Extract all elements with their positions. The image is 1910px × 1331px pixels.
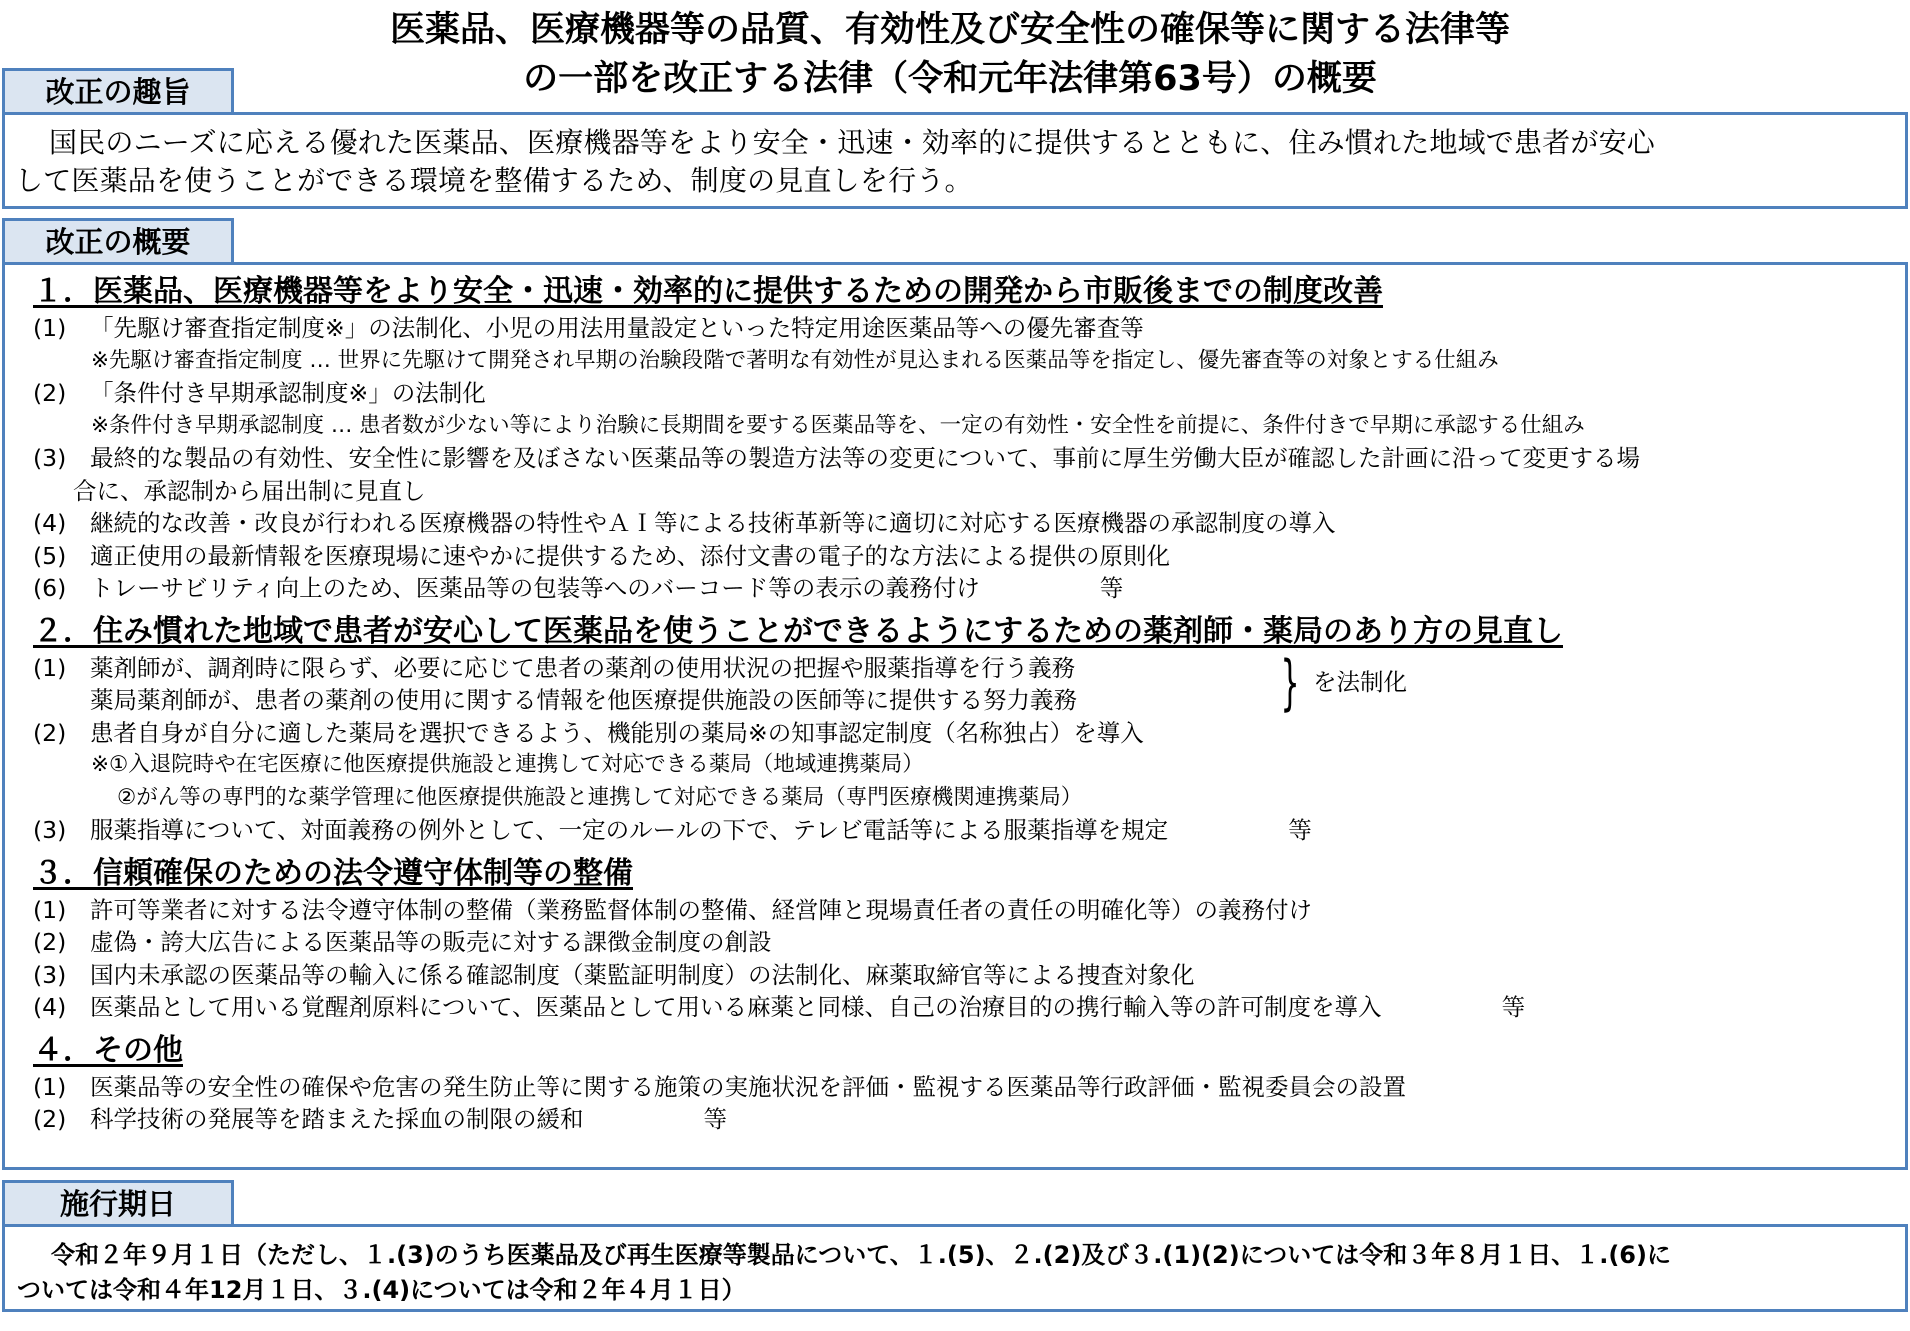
list-item [33, 507, 1905, 540]
list-item [33, 959, 1905, 992]
item-etc: 等 [1288, 816, 1312, 844]
list-item [33, 926, 1905, 959]
item-text: 継続的な改善・改良が行われる医療機器の特性やＡＩ等による技術革新等に適切に対応する医療機器の承認制度の導入 [90, 509, 1336, 537]
list-item [33, 991, 1905, 1024]
summary-box [2, 262, 1908, 1170]
item-text: トレーサビリティ向上のため、医薬品等の包装等へのバーコード等の表示の義務付け [90, 574, 980, 602]
item-number: (3) [33, 816, 67, 844]
purpose-tab-label: 改正の趣旨 [2, 68, 234, 114]
item-note: ※①入退院時や在宅医療に他医療提供施設と連携して対応できる薬局（地域連携薬局） [91, 752, 924, 777]
purpose-line-2: して医薬品を使うことができる環境を整備するため、制度の見直しを行う。 [15, 164, 973, 197]
title-line-1: 医薬品、医療機器等の品質、有効性及び安全性の確保等に関する法律等 [389, 10, 1510, 50]
item-number: (4) [33, 509, 67, 537]
item-etc: 等 [1501, 993, 1526, 1021]
item-number: (1) [33, 1072, 67, 1101]
list-item [33, 814, 1905, 847]
item-text: 最終的な製品の有効性、安全性に影響を及ぼさない医薬品等の製造方法等の変更について、事前に厚生労働大臣が確認した計画に沿って変更する場 [90, 444, 1641, 472]
list-item [33, 1071, 1905, 1104]
item-number: (1) [33, 314, 67, 342]
title-line-2: の一部を改正する法律（令和元年法律第63号）の概要 [523, 59, 1377, 99]
bracket-group [33, 647, 1905, 718]
item-number: (4) [33, 993, 67, 1021]
item-number: (2) [33, 928, 67, 956]
item-etc: 等 [1099, 574, 1124, 602]
section-1-heading: １．医薬品、医療機器等をより安全・迅速・効率的に提供するための開発から市販後までの制度改善 [33, 274, 1383, 309]
item-number: (2) [33, 379, 67, 407]
item-number: (5) [33, 541, 67, 570]
list-item [33, 312, 1905, 345]
list-item [33, 572, 1905, 605]
item-continuation: 薬局薬剤師が、患者の薬剤の使用に関する情報を他医療提供施設の医師等に提供する努力義務 [90, 686, 1077, 714]
enforcement-line-1: 令和２年９月１日（ただし、１.(3)のうち医薬品及び再生医療等製品について、１.(5)、２.(2)及び３.(1)(2)については令和３年８月１日、１.(6)に [51, 1241, 1671, 1269]
list-item [33, 540, 1905, 573]
item-text: 科学技術の発展等を踏まえた採血の制限の緩和 [90, 1105, 584, 1133]
item-note: ※条件付き早期承認制度 … 患者数が少ない等により治験に長期間を要する医薬品等を、一定の有効性・安全性を前提に、条件付きで早期に承認する仕組み [91, 412, 1585, 438]
summary-tab-label: 改正の概要 [2, 218, 234, 264]
purpose-box [2, 112, 1908, 209]
item-note: ②がん等の専門的な薬学管理に他医療提供施設と連携して対応できる薬局（専門医療機関連携薬局） [117, 784, 1083, 810]
item-text: 患者自身が自分に適した薬局を選択できるよう、機能別の薬局※の知事認定制度（名称独占）を導入 [90, 718, 1144, 747]
item-text: 国内未承認の医薬品等の輸入に係る確認制度（薬監証明制度）の法制化、麻薬取締官等による捜査対象化 [90, 960, 1195, 989]
item-number: (2) [33, 718, 67, 747]
item-text: 適正使用の最新情報を医療現場に速やかに提供するため、添付文書の電子的な方法による提供の原則化 [90, 541, 1171, 570]
item-text: 「条件付き早期承認制度※」の法制化 [90, 379, 486, 407]
item-number: (1) [33, 653, 67, 682]
item-number: (3) [33, 960, 67, 989]
list-item [33, 442, 1905, 475]
item-text: 薬剤師が、調剤時に限らず、必要に応じて患者の薬剤の使用状況の把握や服薬指導を行う義務 [90, 653, 1076, 682]
item-number: (6) [33, 574, 67, 602]
item-number: (2) [33, 1105, 67, 1133]
item-text: 「先駆け審査指定制度※」の法制化、小児の用法用量設定といった特定用途医薬品等への優先審査等 [90, 314, 1144, 342]
section-4-heading: ４．その他 [33, 1032, 183, 1068]
section-2-heading: ２．住み慣れた地域で患者が安心して医薬品を使うことができるようにするための薬剤師・薬局のあり方の見直し [33, 613, 1563, 649]
item-etc: 等 [703, 1105, 727, 1133]
list-item [33, 1103, 1905, 1136]
item-note: ※先駆け審査指定制度 … 世界に先駆けて開発され早期の治験段階で著明な有効性が見込まれる医薬品等を指定し、優先審査等の対象とする仕組み [91, 347, 1499, 373]
brace-label: を法制化 [1313, 667, 1407, 696]
item-text: 医薬品等の安全性の確保や危害の発生防止等に関する施策の実施状況を評価・監視する医薬品等行政評価・監視委員会の設置 [90, 1072, 1406, 1101]
enforcement-tab-label: 施行期日 [2, 1180, 234, 1226]
item-number: (3) [33, 444, 67, 472]
curly-brace-icon: } [1280, 647, 1300, 718]
section-3-heading: ３．信頼確保のための法令遵守体制等の整備 [33, 855, 633, 891]
page-title [200, 6, 1700, 104]
item-text: 虚偽・誇大広告による医薬品等の販売に対する課徴金制度の創設 [90, 928, 772, 956]
item-continuation: 合に、承認制から届出制に見直し [73, 476, 426, 505]
list-item [33, 377, 1905, 410]
list-item [33, 652, 1905, 685]
item-text: 医薬品として用いる覚醒剤原料について、医薬品として用いる麻薬と同様、自己の治療目的の携行輸入等の許可制度を導入 [90, 993, 1382, 1021]
list-item [33, 894, 1905, 927]
item-text: 服薬指導について、対面義務の例外として、一定のルールの下で、テレビ電話等による服薬指導を規定 [90, 816, 1169, 844]
item-text: 許可等業者に対する法令遵守体制の整備（業務監督体制の整備、経営陣と現場責任者の責任の明確化等）の義務付け [90, 895, 1312, 924]
enforcement-line-2: ついては令和４年12月１日、３.(4)については令和２年４月１日） [17, 1276, 746, 1304]
list-item [33, 717, 1905, 750]
item-number: (1) [33, 895, 67, 924]
purpose-line-1: 国民のニーズに応える優れた医薬品、医療機器等をより安全・迅速・効率的に提供するとともに、住み慣れた地域で患者が安心 [49, 126, 1656, 159]
enforcement-box [2, 1224, 1908, 1312]
